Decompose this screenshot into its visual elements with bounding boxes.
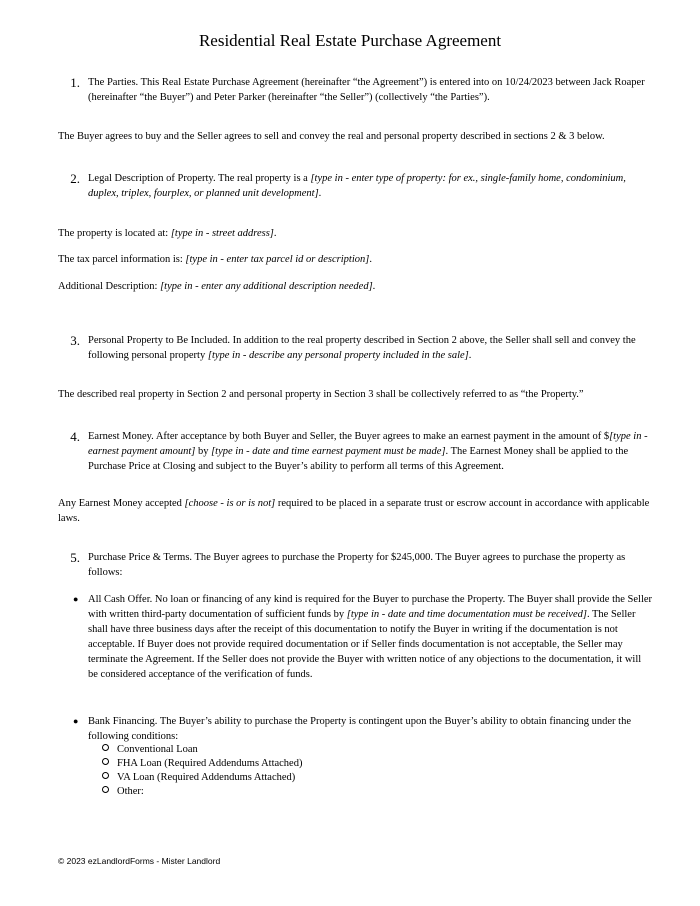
additional-description-line: Additional Description: [type in - enter any additional description needed]. xyxy=(58,281,376,292)
escrow-choice-field[interactable]: [choose - is or is not] xyxy=(184,498,276,509)
additional-description-field[interactable]: [type in - enter any additional description needed] xyxy=(160,281,373,292)
earnest-date-field[interactable]: [type in - date and time earnest payment must be made] xyxy=(211,446,446,457)
loan-option-other[interactable]: Other: xyxy=(102,784,144,799)
section-2-number: 2. xyxy=(70,171,80,186)
circle-bullet-icon xyxy=(102,772,109,779)
section-4-text: Earnest Money. After acceptance by both Buyer and Seller, the Buyer agrees to make an earnest payment in the amount of $[type in - earnest payment amount] by [type in - date and time earnest payment must be made]. The Earnest Money shall be applied to the Purchase Price at Closing and subject to the Buyer’s ability to perform all terms of this Agreement. xyxy=(88,431,648,472)
bullet-icon: ● xyxy=(73,716,79,726)
street-address-field[interactable]: [type in - street address] xyxy=(170,228,274,239)
tax-parcel-field[interactable]: [type in - enter tax parcel id or description] xyxy=(185,254,370,265)
loan-option-conventional[interactable]: Conventional Loan xyxy=(102,742,198,757)
section-2-text: Legal Description of Property. The real property is a [type in - enter type of property: for ex., single-family home, condominium, duplex, triplex, fourplex, or planned unit development]. xyxy=(88,173,626,199)
location-line: The property is located at: [type in - street address]. xyxy=(58,228,277,239)
loan-option-va[interactable]: VA Loan (Required Addendums Attached) xyxy=(102,770,295,785)
section-5-text: Purchase Price & Terms. The Buyer agrees to purchase the Property for $245,000. The Buyer agrees to purchase the property as follows: xyxy=(88,552,626,578)
property-definition-paragraph: The described real property in Section 2 and personal property in Section 3 shall be collectively referred to as “the Property.” xyxy=(58,389,584,400)
page-footer: © 2023 ezLandlordForms - Mister Landlord xyxy=(58,856,221,866)
agreement-paragraph: The Buyer agrees to buy and the Seller agrees to sell and convey the real and personal property described in sections 2 & 3 below. xyxy=(58,131,605,142)
section-1-text: The Parties. This Real Estate Purchase Agreement (hereinafter “the Agreement”) is entered into on 10/24/2023 between Jack Roaper (hereinafter “the Buyer”) and Peter Parker (hereinafter “the Seller”) (collectively “the Parties”). xyxy=(88,77,645,103)
earnest-amount-field[interactable]: [type in - earnest payment amount] xyxy=(88,431,648,457)
circle-bullet-icon xyxy=(102,744,109,751)
tax-parcel-line: The tax parcel information is: [type in - enter tax parcel id or description]. xyxy=(58,254,372,265)
section-3-text: Personal Property to Be Included. In addition to the real property described in Section 2 above, the Seller shall sell and convey the following personal property [type in - describe any personal property included in the sale]. xyxy=(88,335,636,361)
property-type-field[interactable]: [type in - enter type of property: for ex., single-family home, condominium, duplex, triplex, fourplex, or planned unit development] xyxy=(88,173,626,199)
section-1-number: 1. xyxy=(70,75,80,90)
section-5-number: 5. xyxy=(70,550,80,565)
cash-offer-paragraph: All Cash Offer. No loan or financing of any kind is required for the Buyer to purchase the Property. The Buyer shall provide the Seller with written third-party documentation of sufficient funds by [type in - date and time documentation must be received]. The Seller shall have three business days after the receipt of this documentation to notify the Buyer in writing if the documentation is not acceptable. If Buyer does not provide required documentation or if Seller finds documentation is not acceptable, the Seller may terminate the Agreement. If the Seller does not provide the Buyer with written notice of any objections to the documentation, it will be considered acceptance of the verification of funds. xyxy=(88,594,653,680)
loan-option-fha[interactable]: FHA Loan (Required Addendums Attached) xyxy=(102,756,302,771)
document-title: Residential Real Estate Purchase Agreement xyxy=(198,31,502,50)
earnest-escrow-paragraph: Any Earnest Money accepted [choose - is or is not] required to be placed in a separate trust or escrow account in accordance with applicable laws. xyxy=(58,498,650,524)
personal-property-field[interactable]: [type in - describe any personal property included in the sale] xyxy=(207,350,469,361)
bank-financing-paragraph: Bank Financing. The Buyer’s ability to purchase the Property is contingent upon the Buyer’s ability to obtain financing under the following conditions: xyxy=(88,716,631,742)
circle-bullet-icon xyxy=(102,786,109,793)
section-3-number: 3. xyxy=(70,333,80,348)
bullet-icon: ● xyxy=(73,594,79,604)
circle-bullet-icon xyxy=(102,758,109,765)
documentation-date-field[interactable]: [type in - date and time documentation must be received] xyxy=(346,609,587,620)
section-4-number: 4. xyxy=(70,429,80,444)
